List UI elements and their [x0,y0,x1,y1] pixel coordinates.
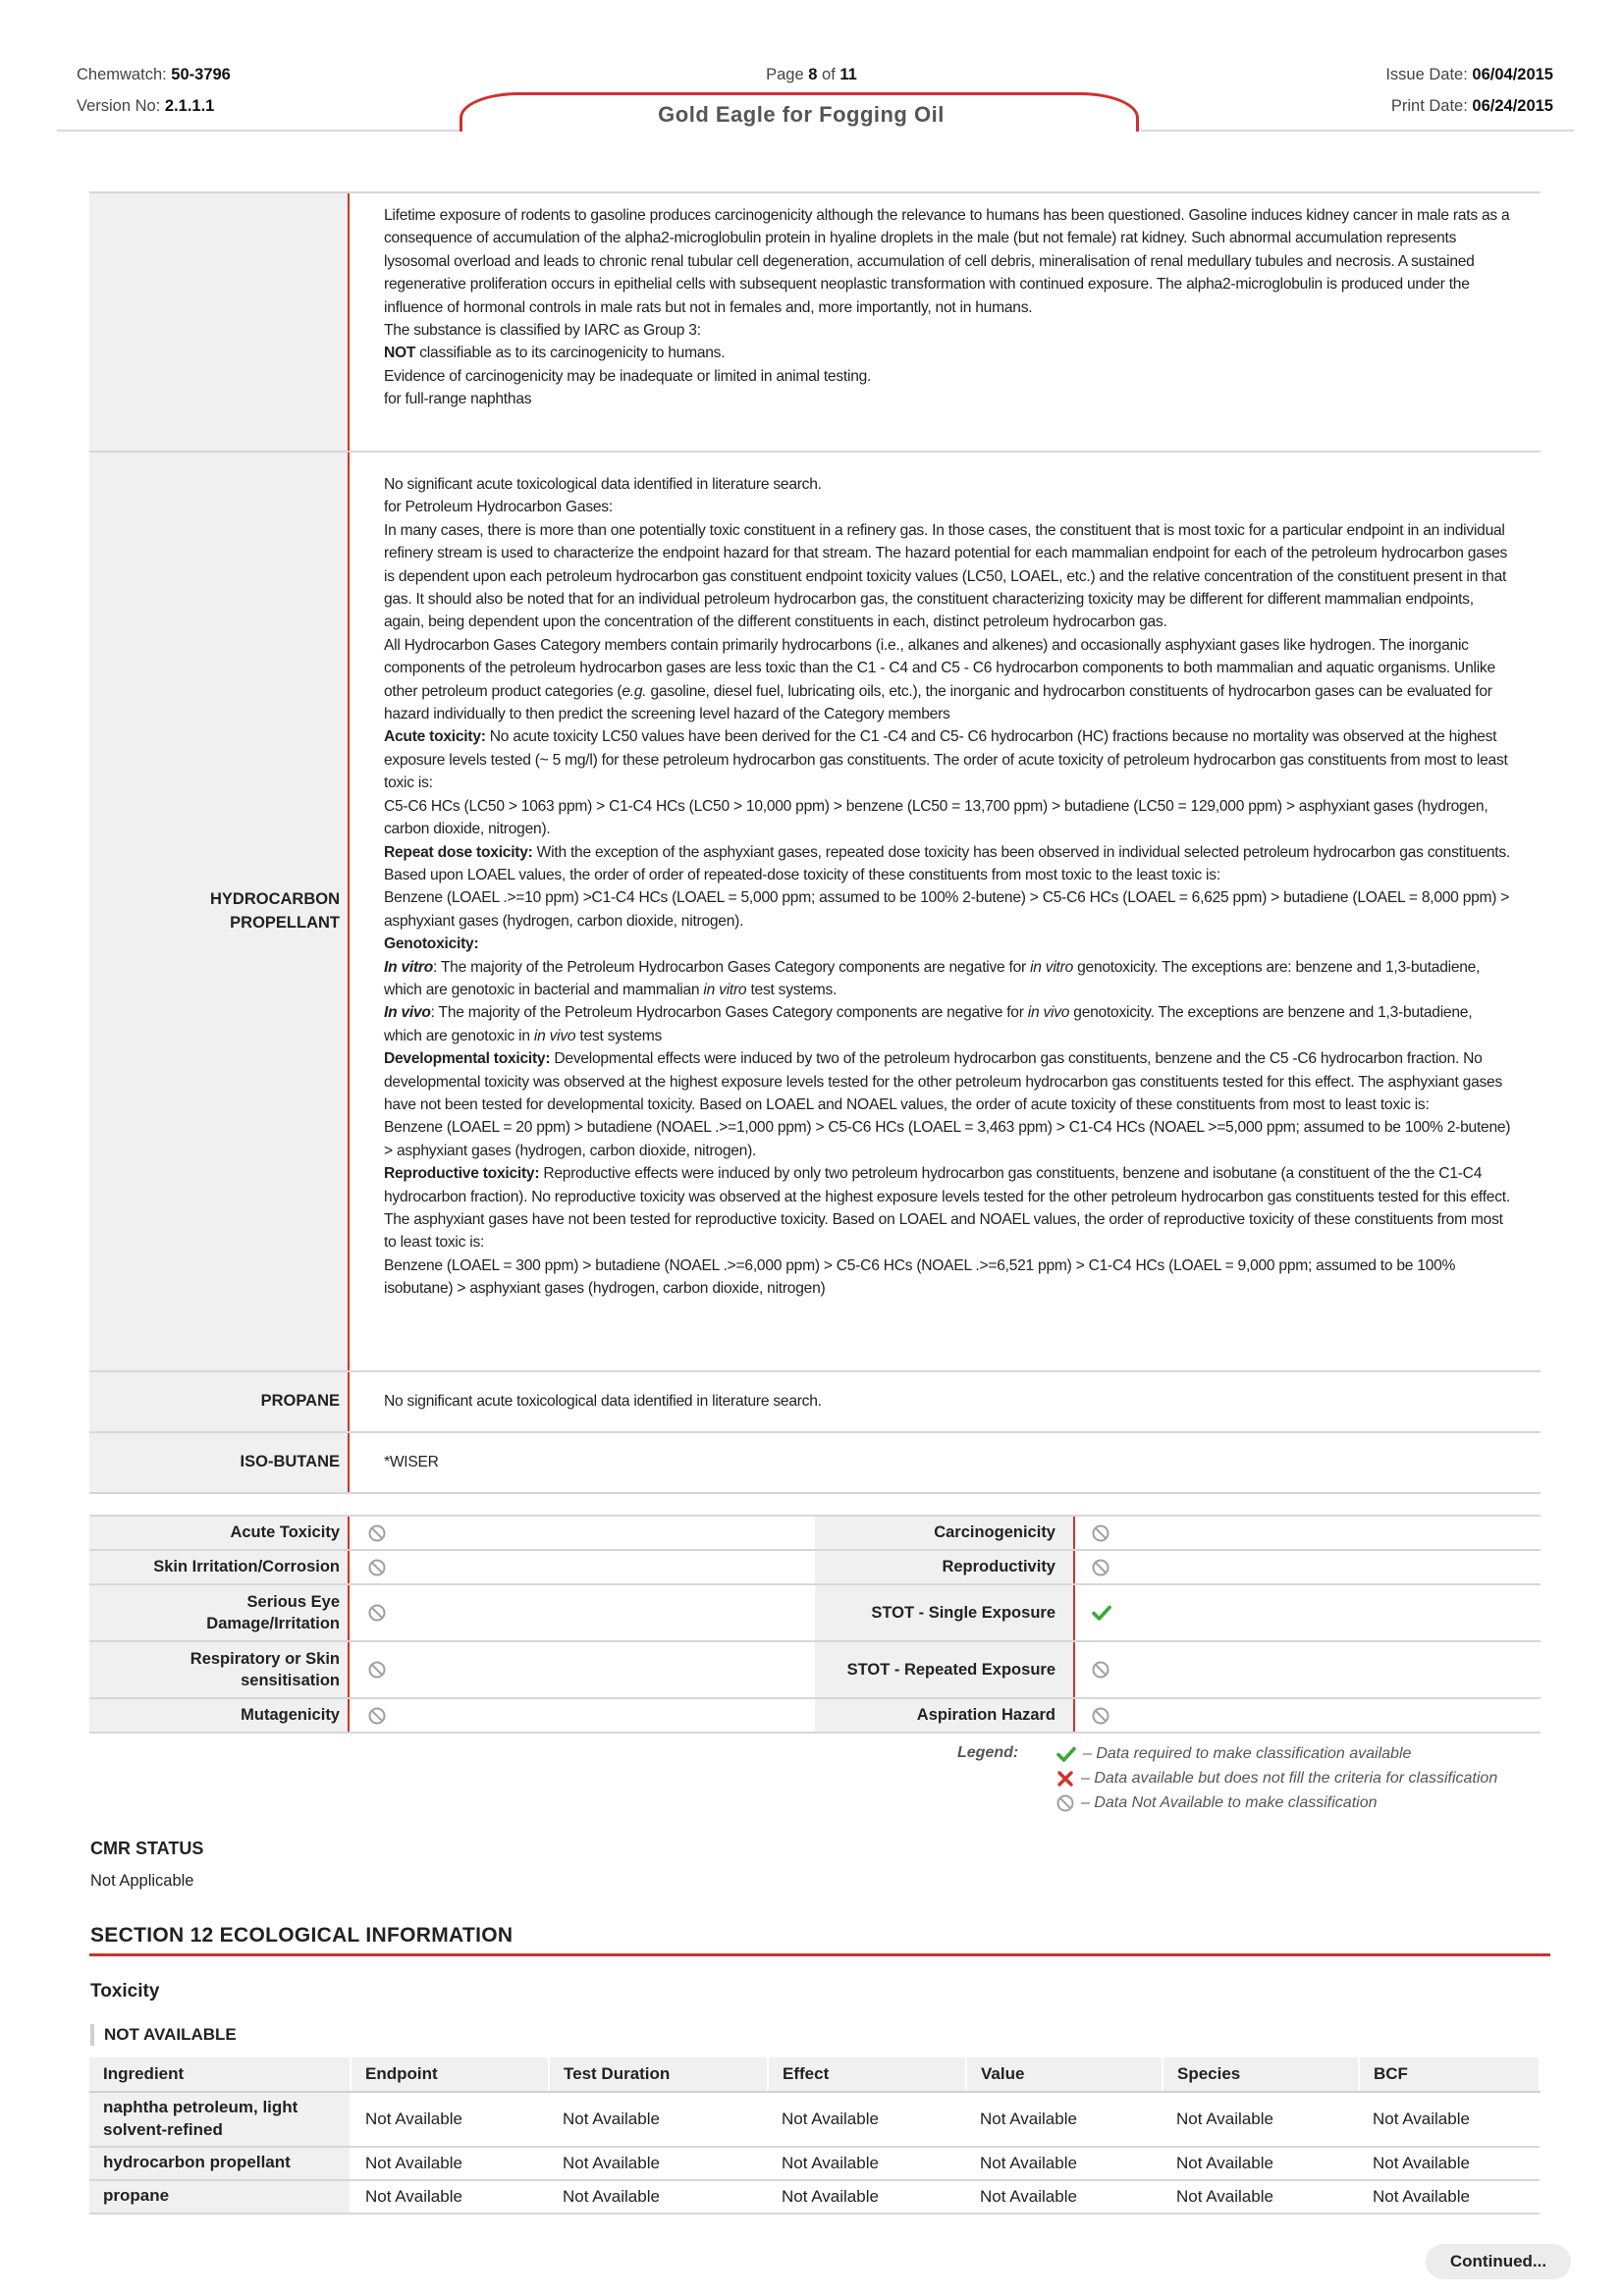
cmr-status-heading: CMR STATUS [90,1839,204,1858]
check-icon [1091,1603,1112,1623]
toxicity-heading: Toxicity [90,1981,160,2002]
check-icon [1055,1744,1077,1764]
tox-row-label [89,193,350,451]
tox-row-label: ISO-BUTANE [89,1433,350,1492]
not-available-icon [367,1660,387,1680]
header-rule-right [1141,130,1574,132]
class-label: STOT - Repeated Exposure [815,1642,1075,1697]
legend-item-available: – Data required to make classification available [1055,1744,1411,1764]
classification-row [89,1517,1541,1551]
table-row: propane Not Available Not Available Not Available Not Available Not Available Not Available [89,2180,1540,2214]
class-label: Aspiration Hazard [815,1699,1075,1732]
not-available-tag: NOT AVAILABLE [90,2024,237,2046]
class-label: Carcinogenicity [815,1517,1075,1549]
classification-grid [89,1515,1541,1734]
legend-item-not-fulfil: – Data available but does not fill the criteria for classification [1055,1769,1497,1789]
tox-row-content: *WISER [384,1454,439,1471]
col-species: Species [1163,2057,1359,2092]
toxicology-table [89,191,1541,1494]
class-label: Skin Irritation/Corrosion [89,1551,350,1583]
class-label: Acute Toxicity [89,1517,350,1549]
class-status [350,1642,815,1697]
class-status [1075,1517,1541,1549]
table-header-row [89,2057,1540,2092]
class-status [350,1585,815,1640]
not-available-icon [1091,1523,1110,1543]
ingredient-cell: hydrocarbon propellant [89,2147,351,2180]
class-label: Reproductivity [815,1551,1075,1583]
not-available-icon [1091,1706,1110,1726]
class-status [1075,1642,1541,1697]
tox-row-content: Lifetime exposure of rodents to gasoline produces carcinogenicity although the relevance to humans has been questioned. Gasoline induces kidney cancer in male rats as a consequence of accumulation of the alpha2-microglobulin protein in hyaline droplets in the male (but not female) rat kidney. Such abnormal accumulation represents lysosomal overload and leads to chronic renal tubular cell degeneration, accumulation of cell debris, mineralisation of renal medullary tubules and necrosis. A sustained regenerative proliferation occurs in epithelial cells with subsequent neoplastic transformation with continued exposure. The alpha2-microglobulin is produced under the influence of hormonal controls in male rats but not in females and, more importantly, not in humans. The substance is classified by IARC as Group 3: NOT classifiable as to its carcinogenicity to humans. Evidence of carcinogenicity may be inadequate or limited in animal testing. for full-range naphthas [384,207,1510,408]
class-status [350,1517,815,1549]
section-12-heading: SECTION 12 ECOLOGICAL INFORMATION [90,1924,514,1947]
chemwatch-id: Chemwatch: 50-3796 [77,66,231,83]
tox-row-label: PROPANE [89,1372,350,1431]
tox-row-content: No significant acute toxicological data identified in literature search. [384,1393,822,1411]
class-label: Serious Eye Damage/Irritation [89,1585,350,1640]
tox-row-content: No significant acute toxicological data identified in literature search. for Petroleum Hydrocarbon Gases: In many cases, there is more than one potentially toxic constituent in a refinery gas. In those cases, the constituent that is most toxic for a particular endpoint in an individual refinery stream is used to characterize the endpoint hazard for that stream. The hazard potential for each mammalian endpoint for each of the petroleum hydrocarbon gases is dependent upon each petroleum hydrocarbon gas constituent endpoint toxicity values (LC50, LOAEL, etc.) and the relative concentration of the constituent present in that gas. It should also be noted that for an individual petroleum hydrocarbon gas, the constituent characterizing toxicity may be different for different mammalian endpoints, again, being dependent upon the concentration of the different constituents in each, distinct petroleum hydrocarbon gas. All Hydrocarbon Gases Category members contain primarily hydrocarbons (i.e., alkanes and alkenes) and occasionally asphyxiant gases like hydrogen. The inorganic components of the petroleum hydrocarbon gases are less toxic than the C1 - C4 and C5 - C6 hydrocarbon components to both mammalian and aquatic organisms. Unlike other petroleum product categories (e.g. gasoline, diesel fuel, lubricating oils, etc.), the inorganic and hydrocarbon constituents of hydrocarbon gases can be evaluated for hazard individually to then predict the screening level hazard of the Category members Acute toxicity: No acute toxicity LC50 values have been derived for the C1 -C4 and C5- C6 hydrocarbon (HC) fractions because no mortality was observed at the highest exposure levels tested (~ 5 mg/l) for these petroleum hydrocarbon gas constituents. The order of acute toxicity of petroleum hydrocarbon gas constituents from most to least toxic is: C5-C6 HCs (LC50 > 1063 ppm) > C1-C4 HCs (LC50 > 10,000 ppm) > benzene (LC50 = 13,700 ppm) > butadiene (LC50 = 129,000 ppm) > asphyxiant gases (hydrogen, carbon dioxide, nitrogen). Repeat dose toxicity: With the exception of the asphyxiant gases, repeated dose toxicity has been observed in individual selected petroleum hydrocarbon gas constituents. Based upon LOAEL values, the order of order of repeated-dose toxicity of these constituents from most toxic to the least toxic is: Benzene (LOAEL .>=10 ppm) >C1-C4 HCs (LOAEL = 5,000 ppm; assumed to be 100% 2-butene) > C5-C6 HCs (LOAEL = 6,625 ppm) > butadiene (LOAEL = 8,000 ppm) > asphyxiant gases (hydrogen, carbon dioxide, nitrogen). Genotoxicity: In vitro: The majority of the Petroleum Hydrocarbon Gases Category components are negative for in vitro genotoxicity. The exceptions are: benzene and 1,3-butadiene, which are genotoxic in bacterial and mammalian in vitro test systems. In vivo: The majority of the Petroleum Hydrocarbon Gases Category components are negative for in vivo genotoxicity. The exceptions are benzene and 1,3-butadiene, which are genotoxic in in vivo test systems Developmental toxicity: Developmental effects were induced by two of the petroleum hydrocarbon gas constituents, benzene and the C5 -C6 hydrocarbon fraction. No developmental toxicity was observed at the highest exposure levels tested for the other petroleum hydrocarbon gas constituents tested for this effect. The asphyxiant gases have not been tested for developmental toxicity. Based on LOAEL and NOAEL values, the order of acute toxicity of these constituents from most to least toxic is: Benzene (LOAEL = 20 ppm) > butadiene (NOAEL .>=1,000 ppm) > C5-C6 HCs (LOAEL = 3,463 ppm) > C1-C4 HCs (NOAEL >=5,000 ppm; assumed to be 100% 2-butene) > asphyxiant gases (hydrogen, carbon dioxide, nitrogen). Reproductive toxicity: Reproductive effects were induced by only two petroleum hydrocarbon gas constituents, benzene and isobutane (a constituent of the the C1-C4 hydrocarbon fraction). No reproductive toxicity was observed at the highest exposure levels tested for the other petroleum hydrocarbon gas constituents tested for this effect. The asphyxiant gases have not been tested for reproductive toxicity. Based on LOAEL and NOAEL values, the order of reproductive toxicity of these constituents from most to least toxic is: Benzene (LOAEL = 300 ppm) > butadiene (NOAEL .>=6,000 ppm) > C5-C6 HCs (NOAEL .>=6,521 ppm) > C1-C4 HCs (LOAEL = 9,000 ppm; assumed to be 100% isobutane) > asphyxiant gases (hydrogen, carbon dioxide, nitrogen) [384,476,1511,1298]
tox-row-label: HYDROCARBON PROPELLANT [89,453,350,1370]
legend-title: Legend: [957,1744,1019,1761]
classification-row [89,1585,1541,1642]
class-label: Mutagenicity [89,1699,350,1732]
table-row: hydrocarbon propellant Not Available Not Available Not Available Not Available Not Available Not Available [89,2147,1540,2180]
col-value: Value [966,2057,1163,2092]
cmr-status-value: Not Applicable [90,1872,194,1890]
class-status [350,1699,815,1732]
header-rule-left [57,130,461,132]
table-row: naphtha petroleum, light solvent-refined Not Available Not Available Not Available Not Available Not Available Not Available [89,2092,1540,2147]
class-status [350,1551,815,1583]
class-label: STOT - Single Exposure [815,1585,1075,1640]
not-available-icon [1091,1558,1110,1577]
not-available-icon [367,1603,387,1623]
col-effect: Effect [768,2057,966,2092]
not-available-icon [1055,1793,1075,1813]
ingredient-cell: propane [89,2180,351,2214]
ecotoxicity-table [89,2057,1541,2215]
classification-row [89,1551,1541,1585]
not-available-icon [367,1706,387,1726]
col-ingredient: Ingredient [89,2057,351,2092]
ingredient-cell: naphtha petroleum, light solvent-refined [89,2092,351,2147]
classification-row [89,1699,1541,1734]
page-indicator: Page 8 of 11 [766,66,857,83]
class-status [1075,1699,1541,1732]
version-value: 2.1.1.1 [164,97,215,115]
col-test-duration: Test Duration [549,2057,768,2092]
issue-date: Issue Date: 06/04/2015 [1385,66,1553,83]
classification-row [89,1642,1541,1699]
col-bcf: BCF [1359,2057,1540,2092]
cross-icon [1055,1769,1075,1789]
print-date: Print Date: 06/24/2015 [1390,97,1553,115]
section-12-rule [89,1953,1550,1956]
class-status [1075,1551,1541,1583]
not-available-icon [1091,1660,1110,1680]
chemwatch-value: 50-3796 [171,66,231,83]
document-title: Gold Eagle for Fogging Oil [658,102,945,127]
tox-row-iso-butane [89,1433,1541,1494]
tox-row-hydrocarbon-propellant [89,453,1541,1372]
class-status [1075,1585,1541,1640]
col-endpoint: Endpoint [351,2057,549,2092]
tox-row-naphtha [89,191,1541,453]
continued-badge: Continued... [1426,2244,1571,2279]
tox-row-propane [89,1372,1541,1433]
version-no: Version No: 2.1.1.1 [77,97,215,115]
not-available-icon [367,1558,387,1577]
legend-item-not-available: – Data Not Available to make classification [1055,1793,1377,1813]
class-label: Respiratory or Skin sensitisation [89,1642,350,1697]
not-available-icon [367,1523,387,1543]
